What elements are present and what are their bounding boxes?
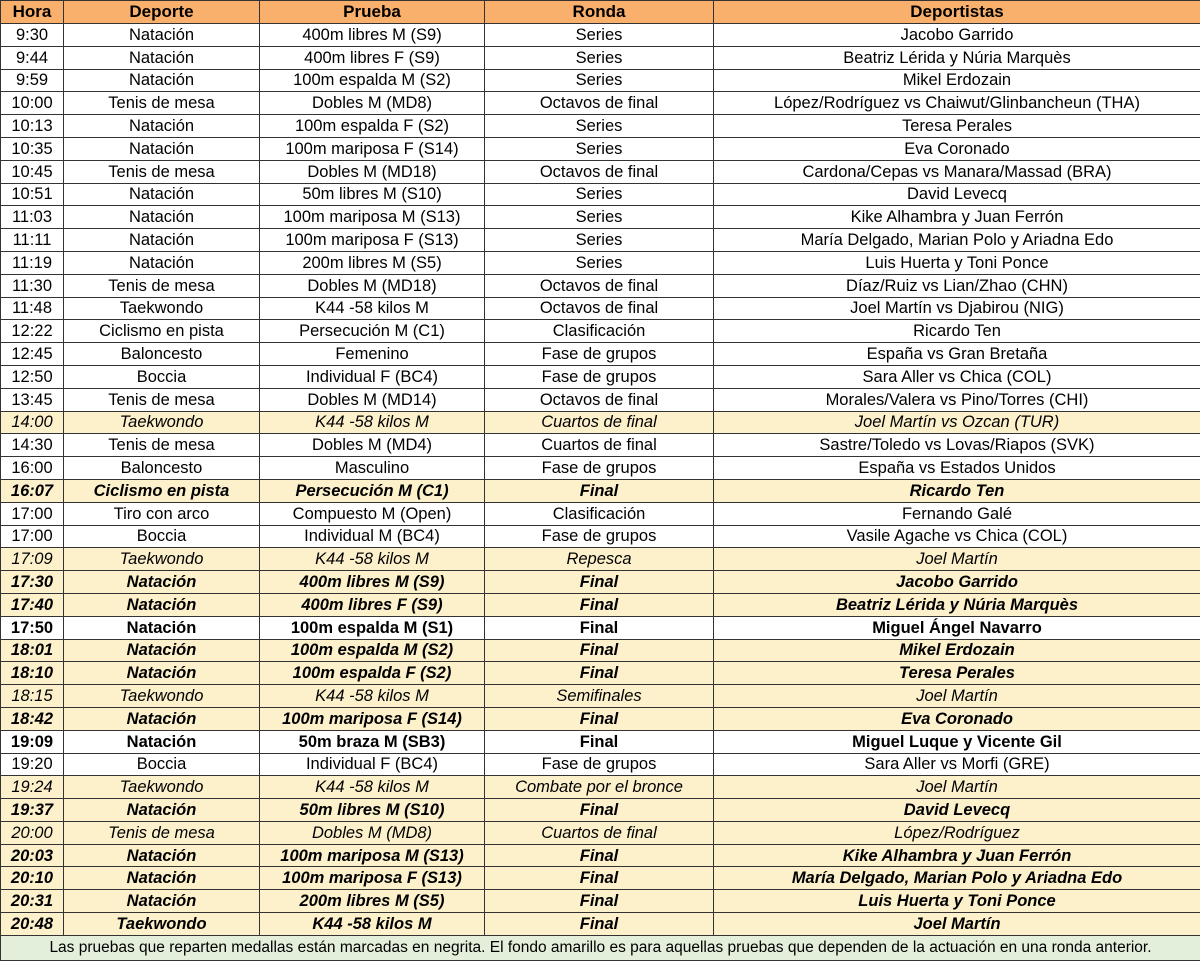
cell-hora: 12:22 bbox=[1, 320, 64, 343]
cell-prueba: K44 -58 kilos M bbox=[260, 297, 485, 320]
cell-deportistas: Mikel Erdozain bbox=[714, 69, 1200, 92]
table-row bbox=[1, 24, 1200, 47]
cell-prueba: K44 -58 kilos M bbox=[260, 685, 485, 708]
table-row bbox=[1, 890, 1200, 913]
cell-ronda: Series bbox=[485, 24, 714, 47]
table-row bbox=[1, 206, 1200, 229]
cell-ronda: Final bbox=[485, 867, 714, 890]
cell-deporte: Tiro con arco bbox=[64, 502, 260, 525]
table-row bbox=[1, 365, 1200, 388]
table-row bbox=[1, 616, 1200, 639]
cell-deportistas: Beatriz Lérida y Núria Marquès bbox=[714, 46, 1200, 69]
cell-deporte: Taekwondo bbox=[64, 776, 260, 799]
cell-deportistas: Sara Aller vs Morfi (GRE) bbox=[714, 753, 1200, 776]
cell-deporte: Natación bbox=[64, 183, 260, 206]
cell-deporte: Boccia bbox=[64, 525, 260, 548]
cell-hora: 18:10 bbox=[1, 662, 64, 685]
cell-prueba: 400m libres F (S9) bbox=[260, 46, 485, 69]
cell-hora: 17:50 bbox=[1, 616, 64, 639]
cell-deportistas: Joel Martín vs Djabirou (NIG) bbox=[714, 297, 1200, 320]
cell-prueba: 100m mariposa F (S14) bbox=[260, 137, 485, 160]
cell-deporte: Tenis de mesa bbox=[64, 821, 260, 844]
cell-hora: 11:48 bbox=[1, 297, 64, 320]
cell-deporte: Tenis de mesa bbox=[64, 388, 260, 411]
table-body bbox=[1, 24, 1200, 936]
table-row bbox=[1, 730, 1200, 753]
table-row bbox=[1, 593, 1200, 616]
cell-prueba: Dobles M (MD14) bbox=[260, 388, 485, 411]
table-row bbox=[1, 69, 1200, 92]
cell-hora: 9:59 bbox=[1, 69, 64, 92]
cell-hora: 10:35 bbox=[1, 137, 64, 160]
cell-deporte: Natación bbox=[64, 844, 260, 867]
cell-prueba: 100m mariposa F (S14) bbox=[260, 707, 485, 730]
cell-deporte: Tenis de mesa bbox=[64, 92, 260, 115]
cell-ronda: Semifinales bbox=[485, 685, 714, 708]
cell-prueba: Dobles M (MD8) bbox=[260, 821, 485, 844]
cell-deporte: Natación bbox=[64, 730, 260, 753]
cell-deportistas: España vs Gran Bretaña bbox=[714, 343, 1200, 366]
cell-prueba: Individual F (BC4) bbox=[260, 365, 485, 388]
cell-hora: 17:30 bbox=[1, 571, 64, 594]
cell-deporte: Natación bbox=[64, 137, 260, 160]
cell-hora: 17:09 bbox=[1, 548, 64, 571]
cell-deportistas: Miguel Ángel Navarro bbox=[714, 616, 1200, 639]
cell-deporte: Natación bbox=[64, 229, 260, 252]
cell-deportistas: Sara Aller vs Chica (COL) bbox=[714, 365, 1200, 388]
cell-ronda: Fase de grupos bbox=[485, 525, 714, 548]
cell-deportistas: Beatriz Lérida y Núria Marquès bbox=[714, 593, 1200, 616]
cell-deportistas: Miguel Luque y Vicente Gil bbox=[714, 730, 1200, 753]
cell-deportistas: David Levecq bbox=[714, 799, 1200, 822]
cell-ronda: Fase de grupos bbox=[485, 753, 714, 776]
table-row bbox=[1, 457, 1200, 480]
cell-ronda: Combate por el bronce bbox=[485, 776, 714, 799]
cell-deportistas: España vs Estados Unidos bbox=[714, 457, 1200, 480]
cell-hora: 14:00 bbox=[1, 411, 64, 434]
cell-deporte: Natación bbox=[64, 799, 260, 822]
cell-hora: 17:40 bbox=[1, 593, 64, 616]
cell-deporte: Natación bbox=[64, 24, 260, 47]
cell-hora: 14:30 bbox=[1, 434, 64, 457]
table-row bbox=[1, 776, 1200, 799]
cell-deporte: Natación bbox=[64, 639, 260, 662]
cell-prueba: 400m libres M (S9) bbox=[260, 571, 485, 594]
cell-prueba: 400m libres F (S9) bbox=[260, 593, 485, 616]
cell-ronda: Series bbox=[485, 229, 714, 252]
cell-deporte: Taekwondo bbox=[64, 913, 260, 936]
cell-ronda: Final bbox=[485, 730, 714, 753]
cell-deportistas: Díaz/Ruiz vs Lian/Zhao (CHN) bbox=[714, 274, 1200, 297]
cell-deportistas: Teresa Perales bbox=[714, 662, 1200, 685]
cell-ronda: Repesca bbox=[485, 548, 714, 571]
cell-deportistas: López/Rodríguez bbox=[714, 821, 1200, 844]
table-row bbox=[1, 913, 1200, 936]
cell-deportistas: Joel Martín bbox=[714, 776, 1200, 799]
table-row bbox=[1, 662, 1200, 685]
cell-deporte: Natación bbox=[64, 571, 260, 594]
table-row bbox=[1, 92, 1200, 115]
table-row bbox=[1, 548, 1200, 571]
table-row bbox=[1, 343, 1200, 366]
cell-prueba: 100m mariposa F (S13) bbox=[260, 867, 485, 890]
header-deporte: Deporte bbox=[64, 1, 260, 24]
cell-prueba: Individual F (BC4) bbox=[260, 753, 485, 776]
cell-hora: 19:09 bbox=[1, 730, 64, 753]
cell-hora: 9:30 bbox=[1, 24, 64, 47]
cell-ronda: Final bbox=[485, 616, 714, 639]
cell-hora: 12:45 bbox=[1, 343, 64, 366]
cell-deporte: Taekwondo bbox=[64, 297, 260, 320]
table-row bbox=[1, 502, 1200, 525]
cell-ronda: Cuartos de final bbox=[485, 434, 714, 457]
legend-note: Las pruebas que reparten medallas están marcadas en negrita. El fondo amarillo es para aquellas pruebas que dependen de la actuación en una ronda anterior. bbox=[1, 935, 1200, 960]
cell-ronda: Final bbox=[485, 639, 714, 662]
cell-prueba: 100m mariposa F (S13) bbox=[260, 229, 485, 252]
cell-deportistas: Ricardo Ten bbox=[714, 479, 1200, 502]
cell-deportistas: David Levecq bbox=[714, 183, 1200, 206]
cell-ronda: Final bbox=[485, 890, 714, 913]
table-row bbox=[1, 821, 1200, 844]
cell-hora: 10:51 bbox=[1, 183, 64, 206]
cell-ronda: Final bbox=[485, 913, 714, 936]
cell-ronda: Octavos de final bbox=[485, 274, 714, 297]
cell-deporte: Natación bbox=[64, 593, 260, 616]
cell-deporte: Boccia bbox=[64, 365, 260, 388]
cell-ronda: Final bbox=[485, 571, 714, 594]
table-row bbox=[1, 479, 1200, 502]
cell-hora: 16:00 bbox=[1, 457, 64, 480]
cell-deporte: Natación bbox=[64, 115, 260, 138]
cell-deportistas: Jacobo Garrido bbox=[714, 24, 1200, 47]
cell-ronda: Series bbox=[485, 115, 714, 138]
cell-deportistas: María Delgado, Marian Polo y Ariadna Edo bbox=[714, 229, 1200, 252]
cell-prueba: Dobles M (MD8) bbox=[260, 92, 485, 115]
cell-prueba: 50m libres M (S10) bbox=[260, 799, 485, 822]
cell-hora: 18:42 bbox=[1, 707, 64, 730]
cell-prueba: Dobles M (MD4) bbox=[260, 434, 485, 457]
cell-deporte: Ciclismo en pista bbox=[64, 479, 260, 502]
cell-prueba: K44 -58 kilos M bbox=[260, 548, 485, 571]
cell-ronda: Series bbox=[485, 251, 714, 274]
cell-ronda: Series bbox=[485, 69, 714, 92]
table-row bbox=[1, 525, 1200, 548]
cell-ronda: Fase de grupos bbox=[485, 457, 714, 480]
cell-deporte: Tenis de mesa bbox=[64, 434, 260, 457]
table-row bbox=[1, 183, 1200, 206]
cell-ronda: Final bbox=[485, 799, 714, 822]
cell-ronda: Octavos de final bbox=[485, 388, 714, 411]
cell-ronda: Final bbox=[485, 593, 714, 616]
cell-hora: 9:44 bbox=[1, 46, 64, 69]
cell-deportistas: Sastre/Toledo vs Lovas/Riapos (SVK) bbox=[714, 434, 1200, 457]
table-row bbox=[1, 639, 1200, 662]
cell-hora: 17:00 bbox=[1, 525, 64, 548]
cell-hora: 16:07 bbox=[1, 479, 64, 502]
table-row bbox=[1, 571, 1200, 594]
cell-deportistas: Joel Martín vs Ozcan (TUR) bbox=[714, 411, 1200, 434]
table-row bbox=[1, 844, 1200, 867]
table-row bbox=[1, 707, 1200, 730]
cell-deportistas: Jacobo Garrido bbox=[714, 571, 1200, 594]
cell-prueba: 200m libres M (S5) bbox=[260, 251, 485, 274]
table-row bbox=[1, 388, 1200, 411]
cell-ronda: Clasificación bbox=[485, 502, 714, 525]
cell-prueba: 100m mariposa M (S13) bbox=[260, 844, 485, 867]
cell-hora: 20:03 bbox=[1, 844, 64, 867]
cell-deportistas: Joel Martín bbox=[714, 548, 1200, 571]
cell-deportistas: Kike Alhambra y Juan Ferrón bbox=[714, 206, 1200, 229]
table-row bbox=[1, 229, 1200, 252]
cell-hora: 11:19 bbox=[1, 251, 64, 274]
cell-ronda: Octavos de final bbox=[485, 92, 714, 115]
cell-hora: 20:00 bbox=[1, 821, 64, 844]
cell-hora: 20:10 bbox=[1, 867, 64, 890]
cell-deporte: Tenis de mesa bbox=[64, 274, 260, 297]
table-row bbox=[1, 799, 1200, 822]
cell-ronda: Final bbox=[485, 844, 714, 867]
cell-deporte: Taekwondo bbox=[64, 548, 260, 571]
cell-prueba: Dobles M (MD18) bbox=[260, 160, 485, 183]
table-row bbox=[1, 160, 1200, 183]
cell-ronda: Octavos de final bbox=[485, 160, 714, 183]
cell-ronda: Final bbox=[485, 479, 714, 502]
cell-deporte: Baloncesto bbox=[64, 457, 260, 480]
table-row bbox=[1, 115, 1200, 138]
cell-prueba: Femenino bbox=[260, 343, 485, 366]
cell-ronda: Final bbox=[485, 662, 714, 685]
cell-hora: 10:13 bbox=[1, 115, 64, 138]
cell-deporte: Natación bbox=[64, 867, 260, 890]
cell-deportistas: Morales/Valera vs Pino/Torres (CHI) bbox=[714, 388, 1200, 411]
cell-hora: 19:37 bbox=[1, 799, 64, 822]
cell-hora: 10:45 bbox=[1, 160, 64, 183]
cell-prueba: Masculino bbox=[260, 457, 485, 480]
cell-prueba: 100m espalda F (S2) bbox=[260, 115, 485, 138]
cell-deporte: Taekwondo bbox=[64, 685, 260, 708]
cell-prueba: Persecución M (C1) bbox=[260, 479, 485, 502]
cell-ronda: Cuartos de final bbox=[485, 411, 714, 434]
cell-prueba: Persecución M (C1) bbox=[260, 320, 485, 343]
cell-deportistas: Ricardo Ten bbox=[714, 320, 1200, 343]
header-deportistas: Deportistas bbox=[714, 1, 1200, 24]
cell-deporte: Natación bbox=[64, 662, 260, 685]
cell-deporte: Natación bbox=[64, 46, 260, 69]
table-row bbox=[1, 320, 1200, 343]
table-row bbox=[1, 297, 1200, 320]
cell-prueba: K44 -58 kilos M bbox=[260, 776, 485, 799]
cell-ronda: Series bbox=[485, 46, 714, 69]
table-row bbox=[1, 434, 1200, 457]
table-row bbox=[1, 274, 1200, 297]
table-row bbox=[1, 867, 1200, 890]
cell-hora: 19:20 bbox=[1, 753, 64, 776]
cell-ronda: Clasificación bbox=[485, 320, 714, 343]
cell-prueba: K44 -58 kilos M bbox=[260, 411, 485, 434]
cell-deportistas: Eva Coronado bbox=[714, 707, 1200, 730]
cell-prueba: 100m espalda M (S2) bbox=[260, 69, 485, 92]
cell-hora: 18:01 bbox=[1, 639, 64, 662]
cell-prueba: 100m mariposa M (S13) bbox=[260, 206, 485, 229]
cell-deporte: Natación bbox=[64, 69, 260, 92]
cell-hora: 11:03 bbox=[1, 206, 64, 229]
cell-deportistas: Luis Huerta y Toni Ponce bbox=[714, 890, 1200, 913]
header-prueba: Prueba bbox=[260, 1, 485, 24]
cell-deportistas: Joel Martín bbox=[714, 913, 1200, 936]
cell-deportistas: Cardona/Cepas vs Manara/Massad (BRA) bbox=[714, 160, 1200, 183]
cell-deportistas: Kike Alhambra y Juan Ferrón bbox=[714, 844, 1200, 867]
cell-hora: 20:31 bbox=[1, 890, 64, 913]
cell-deporte: Ciclismo en pista bbox=[64, 320, 260, 343]
cell-deporte: Natación bbox=[64, 707, 260, 730]
cell-deportistas: Teresa Perales bbox=[714, 115, 1200, 138]
cell-deporte: Boccia bbox=[64, 753, 260, 776]
cell-hora: 18:15 bbox=[1, 685, 64, 708]
cell-ronda: Fase de grupos bbox=[485, 343, 714, 366]
cell-prueba: Dobles M (MD18) bbox=[260, 274, 485, 297]
note-row bbox=[1, 935, 1200, 960]
cell-hora: 10:00 bbox=[1, 92, 64, 115]
cell-ronda: Series bbox=[485, 206, 714, 229]
cell-deporte: Natación bbox=[64, 890, 260, 913]
table-row bbox=[1, 753, 1200, 776]
cell-prueba: K44 -58 kilos M bbox=[260, 913, 485, 936]
cell-deporte: Natación bbox=[64, 616, 260, 639]
table-row bbox=[1, 685, 1200, 708]
cell-prueba: 100m espalda M (S1) bbox=[260, 616, 485, 639]
cell-hora: 11:11 bbox=[1, 229, 64, 252]
table-row bbox=[1, 411, 1200, 434]
cell-deportistas: Fernando Galé bbox=[714, 502, 1200, 525]
cell-ronda: Fase de grupos bbox=[485, 365, 714, 388]
cell-deportistas: Eva Coronado bbox=[714, 137, 1200, 160]
cell-ronda: Octavos de final bbox=[485, 297, 714, 320]
cell-prueba: 400m libres M (S9) bbox=[260, 24, 485, 47]
cell-hora: 17:00 bbox=[1, 502, 64, 525]
table-row bbox=[1, 46, 1200, 69]
cell-ronda: Series bbox=[485, 137, 714, 160]
header-ronda: Ronda bbox=[485, 1, 714, 24]
cell-ronda: Cuartos de final bbox=[485, 821, 714, 844]
cell-prueba: 50m libres M (S10) bbox=[260, 183, 485, 206]
header-hora: Hora bbox=[1, 1, 64, 24]
cell-ronda: Final bbox=[485, 707, 714, 730]
cell-hora: 13:45 bbox=[1, 388, 64, 411]
cell-deportistas: López/Rodríguez vs Chaiwut/Glinbancheun (THA) bbox=[714, 92, 1200, 115]
cell-deportistas: Joel Martín bbox=[714, 685, 1200, 708]
cell-hora: 12:50 bbox=[1, 365, 64, 388]
cell-deporte: Tenis de mesa bbox=[64, 160, 260, 183]
cell-deportistas: María Delgado, Marian Polo y Ariadna Edo bbox=[714, 867, 1200, 890]
cell-deporte: Natación bbox=[64, 206, 260, 229]
cell-prueba: 100m espalda F (S2) bbox=[260, 662, 485, 685]
cell-hora: 19:24 bbox=[1, 776, 64, 799]
cell-deporte: Natación bbox=[64, 251, 260, 274]
cell-prueba: 50m braza M (SB3) bbox=[260, 730, 485, 753]
cell-deportistas: Mikel Erdozain bbox=[714, 639, 1200, 662]
header-row bbox=[1, 1, 1200, 24]
table-row bbox=[1, 137, 1200, 160]
cell-deporte: Taekwondo bbox=[64, 411, 260, 434]
cell-hora: 20:48 bbox=[1, 913, 64, 936]
cell-deportistas: Luis Huerta y Toni Ponce bbox=[714, 251, 1200, 274]
cell-deportistas: Vasile Agache vs Chica (COL) bbox=[714, 525, 1200, 548]
table-row bbox=[1, 251, 1200, 274]
cell-prueba: 200m libres M (S5) bbox=[260, 890, 485, 913]
cell-prueba: Individual M (BC4) bbox=[260, 525, 485, 548]
cell-ronda: Series bbox=[485, 183, 714, 206]
cell-deporte: Baloncesto bbox=[64, 343, 260, 366]
cell-prueba: Compuesto M (Open) bbox=[260, 502, 485, 525]
cell-hora: 11:30 bbox=[1, 274, 64, 297]
cell-prueba: 100m espalda M (S2) bbox=[260, 639, 485, 662]
